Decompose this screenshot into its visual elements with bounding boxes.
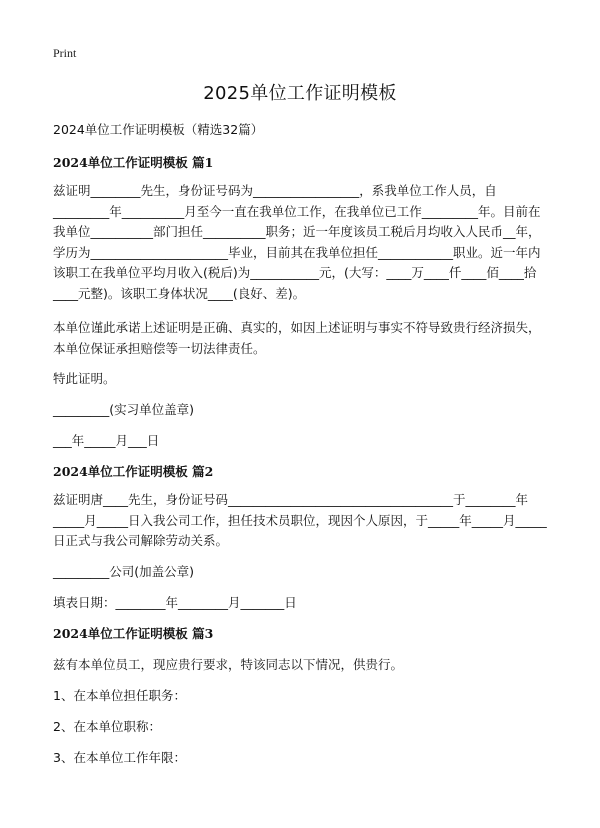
section-3-intro: 兹有本单位员工，现应贵行要求，特该同志以下情况，供贵行。 (53, 657, 404, 672)
list-item: 1、在本单位担任职务： (53, 688, 186, 703)
section-3-heading: 2024单位工作证明模板 篇3 (53, 626, 214, 641)
section-2-paragraph-1: 兹证明唐____先生，身份证号码____________________________________于________年_____月_____日入我公司工作，担任技术员职位，现因个人原因，于_____年_____月_____日正式与我公司解除劳动关系。 (53, 492, 547, 548)
page-title: 2025单位工作证明模板 (203, 83, 397, 104)
section-1-paragraph-1: 兹证明________先生，身份证号码为_________________，系我单位工作人员，自_________年__________月至今一直在我单位工作，在我单位已工作_________年。目前在我单位__________部门担任__________职务；近一年度该员工税后月均收入人民币__年，学历为______________________毕业，目前其在我单位担任____________职业。近一年内该职工在我单位平均月收入(税后)为___________元，(大写：____万____仟____佰____拾____元整)。该职工身体状况____(良好、差)。 (53, 183, 541, 301)
section-2-seal: _________公司(加盖公章) (53, 564, 195, 579)
document-subtitle: 2024单位工作证明模板（精选32篇） (53, 122, 264, 137)
section-1-paragraph-2: 本单位谨此承诺上述证明是正确、真实的，如因上述证明与事实不符导致贵行经济损失，本单位保证承担赔偿等一切法律责任。 (53, 320, 541, 356)
section-1-closing: 特此证明。 (53, 371, 116, 386)
print-label: Print (53, 46, 77, 60)
section-1-heading: 2024单位工作证明模板 篇1 (53, 155, 214, 170)
list-item: 3、在本单位工作年限： (53, 750, 186, 765)
section-2-heading: 2024单位工作证明模板 篇2 (53, 464, 214, 479)
list-item: 2、在本单位职称： (53, 719, 161, 734)
section-1-date: ___年_____月___日 (53, 433, 160, 448)
section-2-fill-date: 填表日期：________年________月_______日 (53, 595, 297, 610)
section-1-seal: _________(实习单位盖章) (53, 402, 195, 417)
